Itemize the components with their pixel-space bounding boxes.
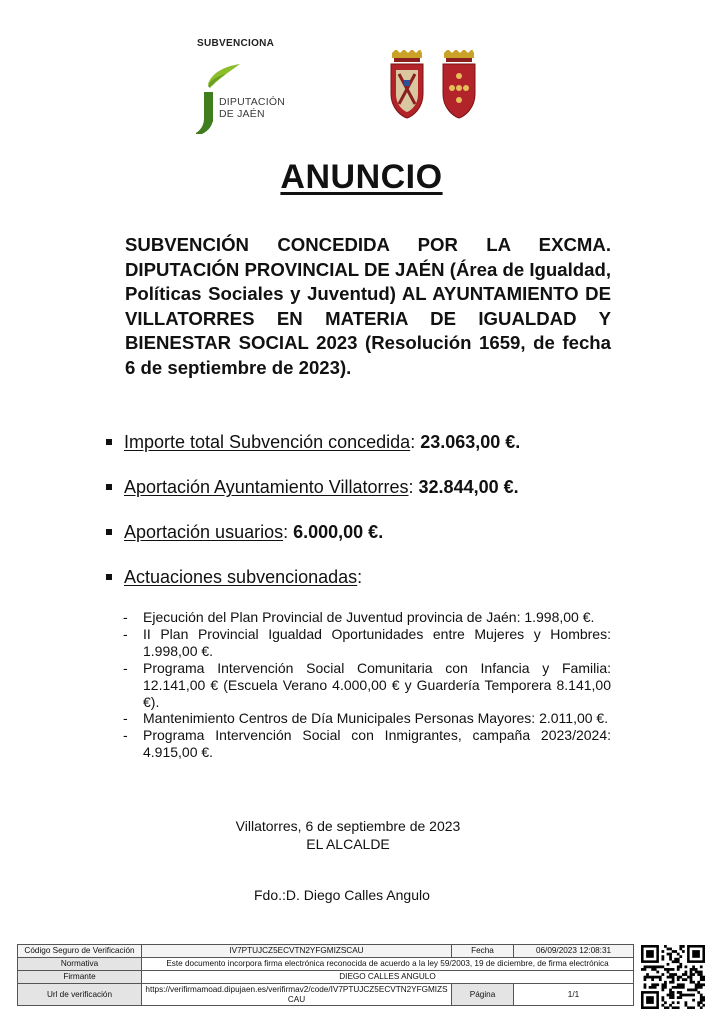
action-text: Ejecución del Plan Provincial de Juventud provincia de Jaén: 1.998,00 €. bbox=[143, 609, 595, 625]
list-item bbox=[106, 430, 626, 475]
closing-block bbox=[0, 818, 696, 853]
signer-role: EL ALCALDE bbox=[306, 835, 390, 852]
bullet-separator: : bbox=[410, 432, 421, 452]
list-item bbox=[106, 475, 626, 520]
bullet-separator: : bbox=[408, 477, 419, 497]
csv-label: Código Seguro de Verificación bbox=[18, 945, 142, 958]
action-text: Mantenimiento Centros de Día Municipales Personas Mayores: 2.011,00 €. bbox=[143, 710, 609, 727]
place-date: Villatorres, 6 de septiembre de 2023 bbox=[235, 818, 461, 834]
dash-marker: - bbox=[123, 625, 128, 642]
summary-list bbox=[106, 430, 626, 610]
dash-marker: - bbox=[123, 727, 128, 744]
bullet-value: 32.844,00 €. bbox=[418, 477, 519, 497]
dash-marker: - bbox=[123, 710, 128, 727]
qr-code-icon[interactable] bbox=[641, 945, 705, 1009]
dash-marker: - bbox=[123, 609, 128, 625]
bullet-label: Actuaciones subvencionadas bbox=[124, 567, 358, 587]
action-text: II Plan Provincial Igualdad Oportunidades entre Mujeres y Hombres: 1.998,00 €. bbox=[143, 625, 611, 659]
bullet-square-icon bbox=[106, 529, 112, 535]
fecha-value: 06/09/2023 12:08:31 bbox=[514, 945, 634, 958]
dash-marker: - bbox=[123, 659, 128, 676]
bullet-label: Importe total Subvención concedida bbox=[124, 432, 411, 452]
firmante-value: DIEGO CALLES ANGULO bbox=[142, 971, 634, 984]
actions-list bbox=[123, 609, 611, 761]
pagina-value: 1/1 bbox=[514, 984, 634, 1006]
url-label: Url de verificación bbox=[18, 984, 142, 1006]
subject-paragraph: SUBVENCIÓN CONCEDIDA POR LA EXCMA. DIPUTACIÓN PROVINCIAL DE JAÉN (Área de Igualdad, Políticas Sociales y Juventud) AL AYUNTAMIENTO DE VILLATORRES EN MATERIA DE IGUALDAD Y BIENESTAR SOCIAL 2023 (Resolución 1659, de fecha 6 de septiembre de 2023). bbox=[125, 234, 611, 378]
list-item bbox=[123, 660, 611, 711]
bullet-separator: : bbox=[283, 522, 294, 542]
fecha-label: Fecha bbox=[452, 945, 514, 958]
pagina-label: Página bbox=[452, 984, 514, 1006]
csv-value: IV7PTUJCZ5ECVTN2YFGMIZSCAU bbox=[142, 945, 452, 958]
signature-line: Fdo.:D. Diego Calles Angulo bbox=[254, 887, 430, 903]
list-item bbox=[123, 727, 611, 761]
list-item bbox=[123, 626, 611, 660]
bullet-label: Aportación Ayuntamiento Villatorres bbox=[124, 477, 409, 497]
normativa-label: Normativa bbox=[18, 958, 142, 971]
municipal-coat-of-arms-icon bbox=[386, 50, 482, 120]
list-item bbox=[123, 710, 611, 727]
bullet-square-icon bbox=[106, 574, 112, 580]
verification-table bbox=[17, 944, 634, 1006]
list-item bbox=[123, 609, 611, 626]
action-text: Programa Intervención Social con Inmigrantes, campaña 2023/2024: 4.915,00 €. bbox=[143, 727, 611, 761]
bullet-value: 23.063,00 €. bbox=[420, 432, 521, 452]
bullet-square-icon bbox=[106, 439, 112, 445]
diputacion-logo bbox=[196, 62, 296, 136]
normativa-value: Este documento incorpora firma electrónica reconocida de acuerdo a la ley 59/2003, 19 de diciembre, de firma electrónica bbox=[142, 958, 634, 971]
firmante-label: Firmante bbox=[18, 971, 142, 984]
list-item bbox=[106, 520, 626, 565]
bullet-separator: : bbox=[357, 567, 363, 587]
logo-line-2: DE JAÉN bbox=[219, 108, 265, 120]
bullet-square-icon bbox=[106, 484, 112, 490]
action-text: Programa Intervención Social Comunitaria con Infancia y Familia: 12.141,00 € (Escuela Verano 4.000,00 € y Guardería Temporera 8.141,00 €). bbox=[143, 659, 611, 710]
header-cut-text: SUBVENCIONA bbox=[197, 38, 275, 46]
logo-line-1: DIPUTACIÓN bbox=[219, 96, 285, 108]
verification-url-link[interactable]: https://verifirmamoad.dipujaen.es/verifirmav2/code/IV7PTUJCZ5ECVTN2YFGMIZSCAU bbox=[142, 984, 452, 1006]
bullet-value: 6.000,00 €. bbox=[293, 522, 384, 542]
list-item bbox=[106, 565, 626, 610]
bullet-label: Aportación usuarios bbox=[124, 522, 284, 542]
page-title: ANUNCIO bbox=[280, 158, 443, 196]
